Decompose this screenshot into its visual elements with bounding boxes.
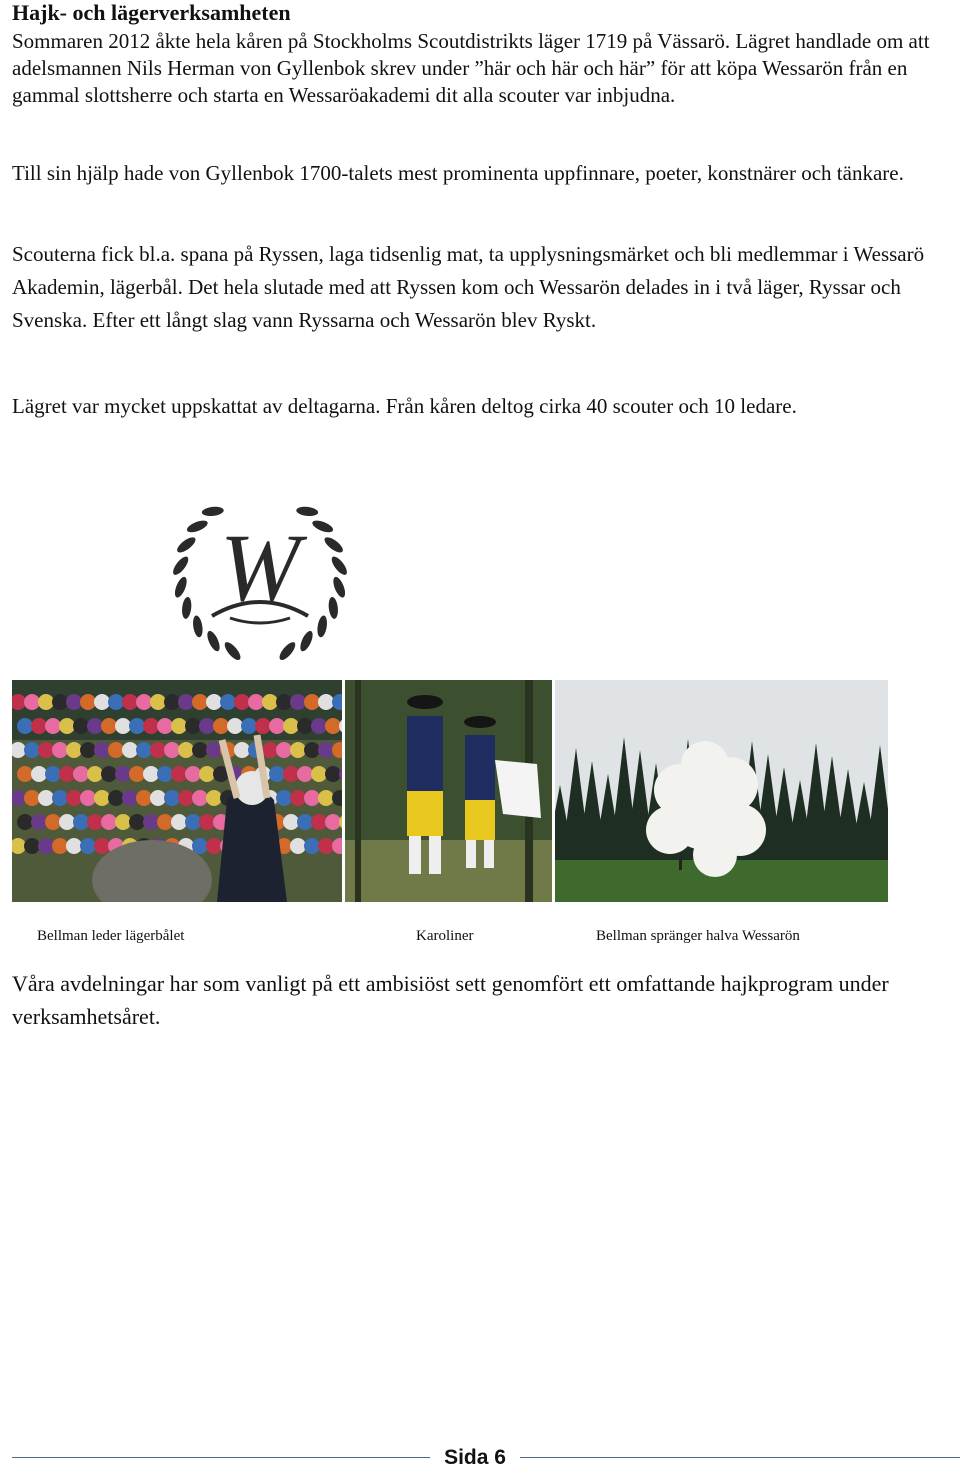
caption-karoliner: Karoliner: [416, 928, 474, 944]
photo-explosion: [555, 680, 888, 902]
paragraph-summary: Lägret var mycket uppskattat av deltagarna. Från kåren deltog cirka 40 scouter och 10 ledare.: [12, 394, 797, 418]
photo-karoliner: [345, 680, 552, 902]
paragraph-intro: Sommaren 2012 åkte hela kåren på Stockholms Scoutdistrikts läger 1719 på Vässarö. Lägret handlade om att adelsmannen Nils Herman von Gyllenbok skrev under ”här och här och här” för att köpa Wessarön från en gammal slottsherre och starta en Wessaröakademi dit alla scouter var inbjudna.: [12, 29, 930, 107]
page-number: Sida 6: [444, 1446, 506, 1469]
section-heading: Hajk- och lägerverksamheten: [12, 0, 291, 25]
caption-explosion: Bellman spränger halva Wessarön: [596, 928, 800, 944]
paragraph-activities: Scouterna fick bl.a. spana på Ryssen, laga tidsenlig mat, ta upplysningsmärket och bli medlemmar i Wessarö Akademin, lägerbål. Det hela slutade med att Ryssen kom och Wessarön delades in i två läger, Ryssar och Svenska. Efter ett långt slag vann Ryssarna och Wessarön blev Ryskt.: [12, 242, 925, 332]
logo-monogram: W: [220, 514, 300, 621]
wessaro-akademi-logo: [160, 488, 360, 670]
photo-campfire: [12, 680, 342, 902]
paragraph-hikes: Våra avdelningar har som vanligt på ett ambisiöst sett genomfört ett omfattande hajkprogram under verksamhetsåret.: [12, 971, 889, 1029]
caption-campfire: Bellman leder lägerbålet: [37, 928, 185, 944]
footer-rule-left: [12, 1457, 430, 1458]
footer-rule-right: [520, 1457, 960, 1458]
paragraph-helpers: Till sin hjälp hade von Gyllenbok 1700-talets mest prominenta uppfinnare, poeter, konstnärer och tänkare.: [12, 161, 904, 185]
